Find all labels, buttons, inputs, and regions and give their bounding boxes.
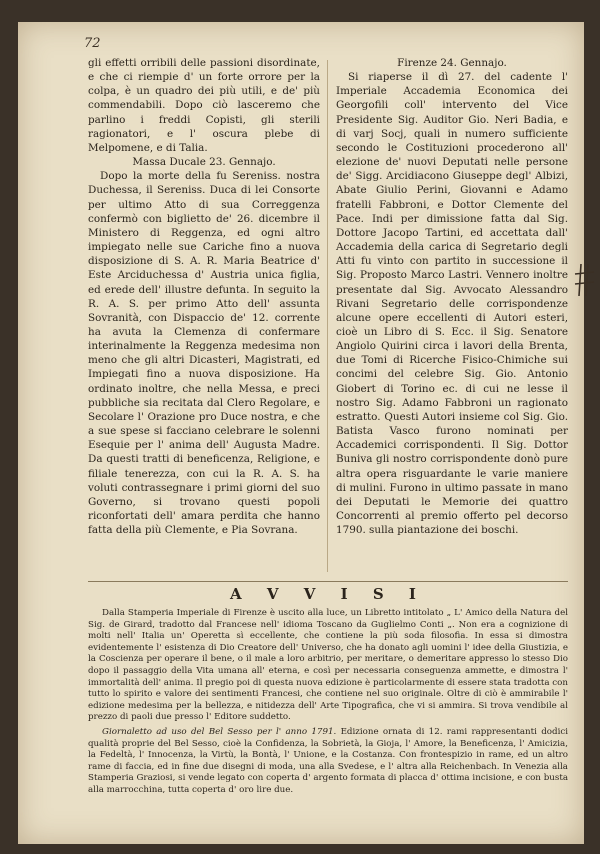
column-divider bbox=[327, 60, 328, 572]
right-column bbox=[336, 56, 568, 537]
dateline-massa: Massa Ducale 23. Gennajo. bbox=[132, 156, 276, 169]
dateline-firenze: Firenze 24. Gennajo. bbox=[397, 57, 507, 69]
avviso-giornaletto-title: Giornaletto ad uso del Bel Sesso per l' anno 1791. bbox=[102, 726, 337, 737]
avviso-giornaletto-body: Edizione ornata di 12. rami rappresentanti dodici qualità proprie del Bel Sesso, cioè la Confidenza, la Sobrietà, la Gioja, l' Amore, la Beneficenza, l' Amicizia, la Fedeltà, l' Innocenza, la Virtù, la Bontà, l' Unione, e la Costanza. Con frontespizio in rame, ed un altro rame di faccia, ed in fine due disegni di moda, una alla Svedese, e l' altra alla Reichenbach. In Venezia alla Stamperia Graziosi, si vende legato con coperta d' argento formata di placca d' ottima incisione, e con busta alla marrocchina, tutta coperta d' oro lire due. bbox=[88, 726, 568, 795]
avviso-giornaletto bbox=[88, 727, 568, 797]
left-paragraph-continued: gli effetti orribili delle passioni disordinate, e che ci riempie d' un forte orrore per la colpa, è un quadro dei più utili, e de' più commendabili. Dopo ciò lasceremo che parlino i freddi Copisti, gli sterili ragionatori, e l' oscura plebe di Melpomene, e di Talia. bbox=[88, 57, 320, 154]
avviso-amico-natura: Dalla Stamperia Imperiale di Firenze è uscito alla luce, un Libretto intitolato „ L' Amico della Natura del Sig. de Girard, tradotto dal Francese nell' idioma Toscano da Guglielmo Conti „. Non era a cognizione di molti nell' Italia un' Operetta sì eccellente, che contiene la più soda filosofia. In essa si dimostra evidentemente l' esistenza di Dio Creatore dell' Universo, che ha donato agli uomini l' idee della Giustizia, e la Coscienza per operare il bene, o il male a loro arbitrio, per meritare, o demeritare appresso lo stesso Dio dopo il passaggio della Vita umana all' eterna, e così per necessaria conseguenza ammette, e dimostra l' immortalità dell' anima. Il pregio poi di questa nuova edizione è particolarmente di essere stata tradotta con tutto lo spirito e valore dei sentimenti Francesi, che contiene nel suo originale. Oltre di ciò è ammirabile l' edizione medesima per la bellezza, e nitidezza dell' Arte Tipografica, che vi si ammira. Si trova vendibile al prezzo di paoli due presso l' Editore suddetto. bbox=[88, 608, 568, 723]
left-paragraph-massa: Dopo la morte della fu Sereniss. nostra Duchessa, il Sereniss. Duca di lei Consorte per ultimo Atto di sua Correggenza confermò con biglietto de' 26. dicembre il Ministero di Reggenza, ed ogni altro impiegato nelle sue Cariche fino a nuova disposizione di S. A. R. Maria Beatrice d' Este Arciduchessa d' Austria unica figlia, ed erede dell' illustre defunta. In seguito la R. A. S. per primo Atto dell' assunta Sovranità, con Dispaccio de' 12. corrente ha avuta la Clemenza di confermare interinalmente la Reggenza medesima non meno che gli altri Dicasteri, Magistrati, ed Impiegati fino a nuova disposizione. Ha ordinato inoltre, che nella Messa, e preci pubbliche sia recitata dal Clero Regolare, e Secolare l' Orazione pro Duce nostra, e che a sue spese si facciano celebrare le solenni Esequie per l' anima dell' Augusta Madre. Da questi tratti di beneficenza, Religione, e filiale tenerezza, con cui la R. A. S. ha voluti contrassegnare i primi giorni del suo Governo, si trovano questi popoli riconfortati dell' amara perdita che hanno fatta della più Clemente, e Pia Sovrana. bbox=[88, 170, 320, 537]
handwritten-hash-mark-icon bbox=[574, 262, 596, 298]
avvisi-heading: A V V I S I bbox=[230, 585, 426, 603]
page-number: 72 bbox=[84, 36, 101, 51]
avvisi-section bbox=[88, 608, 568, 797]
newspaper-page bbox=[18, 22, 584, 844]
right-paragraph-georgofili: Si riaperse il dì 27. del cadente l' Imperiale Accademia Economica dei Georgofili coll' intervento del Vice Presidente Sig. Auditor Gio. Neri Badia, e di varj Socj, quali in numero sufficiente secondo le Costituzioni procederono all' elezione de' nuovi Deputati nelle persone de' Sigg. Arcidiacono Giuseppe degl' Albizi, Abate Giulio Perini, Giovanni e Adamo fratelli Fabbroni, e Dottor Clemente del Pace. Indi per dimissione fatta dal Sig. Dottore Jacopo Tartini, ed accettata dall' Accademia della carica di Segretario degli Atti fu vinto con partito in successione il Sig. Proposto Marco Lastri. Vennero inoltre presentate dal Sig. Avvocato Alessandro Rivani Segretario delle corrispondenze alcune opere eccellenti di Autori esteri, cioè un Libro di S. Ecc. il Sig. Senatore Angiolo Quirini circa i lavori della Brenta, due Tomi di Ricerche Fisico-Chimiche sui concimi del celebre Sig. Gio. Antonio Giobert di Torino ec. di cui ne lesse il nostro Sig. Adamo Fabbroni un ragionato estratto. Questi Autori insieme col Sig. Gio. Batista Vasco furono nominati per Accademici corrispondenti. Il Sig. Dottor Buniva gli nostro corrispondente donò pure altra opera risguardante le varie maniere di mulini. Furono in ultimo passate in mano dei Deputati le Memorie dei quattro Concorrenti al premio offerto pel decorso 1790. sulla piantazione dei boschi. bbox=[336, 71, 568, 537]
section-divider bbox=[88, 581, 568, 582]
left-column bbox=[88, 56, 320, 537]
